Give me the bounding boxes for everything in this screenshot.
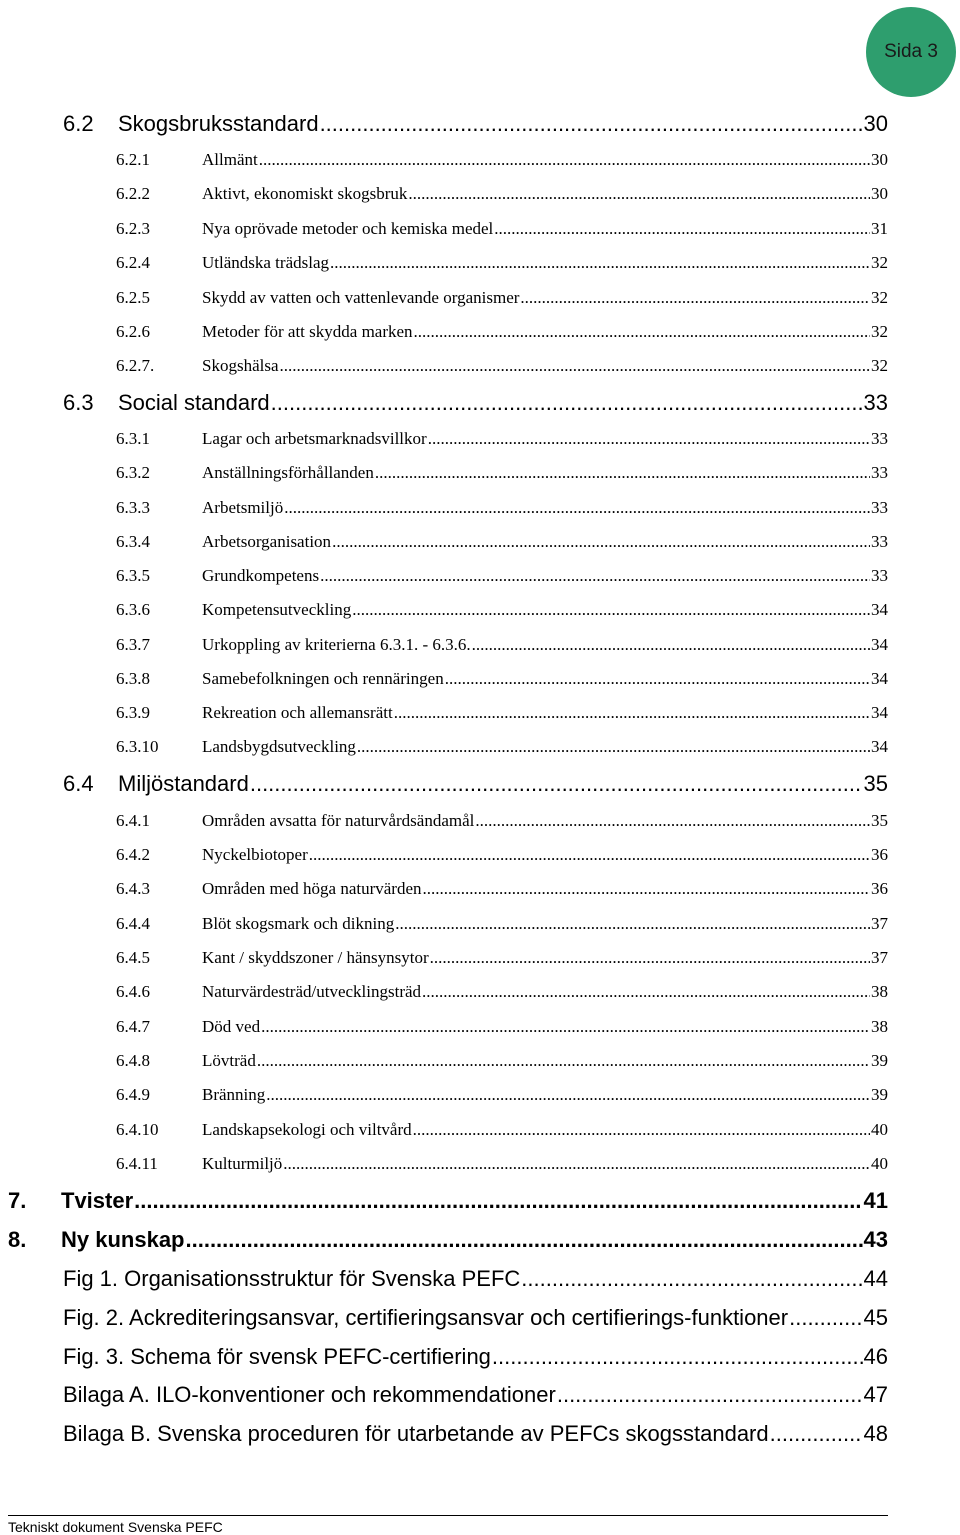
toc-title: Rekreation och allemansrätt: [202, 703, 393, 722]
toc-entry-6-2[interactable]: [63, 111, 888, 137]
toc-title: Metoder för att skydda marken: [202, 322, 413, 341]
toc-number: 6.4.9: [116, 1085, 150, 1104]
toc-title: Bilaga B. Svenska proceduren för utarbetande av PEFCs skogsstandard: [63, 1421, 769, 1446]
toc-title: Anställningsförhållanden: [202, 463, 374, 482]
toc-number: 6.3.2: [116, 463, 150, 482]
toc-number: 7.: [8, 1188, 27, 1213]
toc-page: 40: [871, 1120, 888, 1139]
toc-entry-8[interactable]: [8, 1227, 888, 1253]
toc-leader: [283, 1154, 870, 1174]
toc-entry-6-3-5[interactable]: [116, 566, 888, 586]
toc-leader: [271, 390, 863, 416]
toc-entry-6-3-8[interactable]: [116, 669, 888, 689]
toc-number: 6.4.5: [116, 948, 150, 967]
page-badge-label: Sida 3: [884, 41, 938, 62]
toc-title: Grundkompetens: [202, 566, 320, 585]
toc-title: Samebefolkningen och rennäringen: [202, 669, 444, 688]
toc-title: Ny kunskap: [61, 1227, 185, 1252]
toc-leader: [357, 737, 870, 757]
toc-leader: [423, 879, 871, 899]
toc-entry-fig-3[interactable]: [63, 1344, 888, 1370]
toc-leader: [472, 635, 870, 655]
toc-page: 33: [871, 566, 888, 585]
toc-entry-6-3-2[interactable]: [116, 463, 888, 483]
toc-leader: [261, 1017, 870, 1037]
toc-title: Fig. 2. Ackrediteringsansvar, certifieringsansvar och certifierings-funktioner: [63, 1305, 789, 1330]
toc-leader: [494, 219, 870, 239]
toc-title: Urkoppling av kriterierna 6.3.1. - 6.3.6.: [202, 635, 471, 654]
toc-page: 32: [871, 322, 888, 341]
toc-leader: [186, 1227, 863, 1253]
toc-leader: [259, 150, 870, 170]
toc-number: 6.3.10: [116, 737, 159, 756]
toc-page: 44: [863, 1266, 888, 1291]
toc-leader: [257, 1051, 870, 1071]
toc-number: 6.3.8: [116, 669, 150, 688]
toc-number: 6.4.3: [116, 879, 150, 898]
toc-page: 30: [871, 150, 888, 169]
toc-leader: [770, 1421, 863, 1447]
toc-leader: [250, 771, 863, 797]
toc-leader: [475, 811, 870, 831]
toc-page: 38: [871, 1017, 888, 1036]
toc-title: Utländska trädslag: [202, 253, 329, 272]
toc-number: 6.2.2: [116, 184, 150, 203]
toc-entry-6-4-10[interactable]: [116, 1120, 888, 1140]
toc-title: Bilaga A. ILO-konventioner och rekommendationer: [63, 1382, 556, 1407]
toc-number: 6.4.2: [116, 845, 150, 864]
toc-entry-6-3-1[interactable]: [116, 429, 888, 449]
toc-number: 6.2.6: [116, 322, 150, 341]
toc-number: 6.2: [63, 111, 94, 136]
toc-title: Fig 1. Organisationsstruktur för Svenska PEFC: [63, 1266, 521, 1291]
toc-number: 6.4.8: [116, 1051, 150, 1070]
toc-title: Bränning: [202, 1085, 266, 1104]
toc-page: 38: [871, 982, 888, 1001]
toc-leader: [408, 184, 870, 204]
toc-title: Nya oprövade metoder och kemiska medel: [202, 219, 494, 238]
toc-entry-6-3[interactable]: [63, 390, 888, 416]
toc-title: Skogsbruksstandard: [118, 111, 319, 136]
toc-entry-6-2-5[interactable]: [116, 288, 888, 308]
toc-leader: [395, 914, 870, 934]
toc-page: 46: [863, 1344, 888, 1369]
toc-page: 32: [871, 253, 888, 272]
toc-page: 34: [871, 635, 888, 654]
toc-entry-6-2-3[interactable]: [116, 219, 888, 239]
toc-number: 6.2.5: [116, 288, 150, 307]
toc-entry-6-3-10[interactable]: [116, 737, 888, 757]
toc-entry-6-4-2[interactable]: [116, 845, 888, 865]
toc-entry-6-2-6[interactable]: [116, 322, 888, 342]
toc-leader: [284, 498, 870, 518]
toc-leader: [445, 669, 870, 689]
toc-page: 36: [871, 845, 888, 864]
toc-page: 48: [863, 1421, 888, 1446]
toc-page: 37: [871, 914, 888, 933]
toc-entry-6-2-1[interactable]: [116, 150, 888, 170]
toc-leader: [430, 948, 870, 968]
toc-entry-fig-1[interactable]: [63, 1266, 888, 1292]
toc-leader: [428, 429, 870, 449]
toc-number: 6.3.5: [116, 566, 150, 585]
toc-page: 31: [871, 219, 888, 238]
toc-page: 47: [863, 1382, 888, 1407]
toc-title: Lövträd: [202, 1051, 256, 1070]
toc-leader: [134, 1188, 862, 1214]
toc-page: 36: [871, 879, 888, 898]
toc-leader: [413, 1120, 870, 1140]
toc-number: 6.2.1: [116, 150, 150, 169]
toc-page: 32: [871, 288, 888, 307]
toc-number: 6.4.7: [116, 1017, 150, 1036]
toc-number: 6.3.1: [116, 429, 150, 448]
toc-entry-bilaga-b[interactable]: [63, 1421, 888, 1447]
toc-title: Arbetsorganisation: [202, 532, 332, 551]
toc-title: Blöt skogsmark och dikning: [202, 914, 395, 933]
toc-page: 41: [863, 1188, 888, 1213]
toc-page: 30: [863, 111, 888, 136]
toc-page: 39: [871, 1051, 888, 1070]
toc-title: Kant / skyddszoner / hänsynsytor: [202, 948, 429, 967]
toc-page: 30: [871, 184, 888, 203]
toc-page: 33: [871, 498, 888, 517]
toc-leader: [557, 1382, 863, 1408]
page-badge: [866, 7, 956, 97]
toc-leader: [352, 600, 870, 620]
toc-title: Allmänt: [202, 150, 258, 169]
toc-number: 6.2.4: [116, 253, 150, 272]
toc-title: Miljöstandard: [118, 771, 249, 796]
toc-entry-6-4-11[interactable]: [116, 1154, 888, 1174]
toc-title: Nyckelbiotoper: [202, 845, 308, 864]
toc-page: 33: [863, 390, 888, 415]
toc-title: Landskapsekologi och viltvård: [202, 1120, 412, 1139]
toc-entry-6-4-9[interactable]: [116, 1085, 888, 1105]
toc-entry-6-3-7[interactable]: [116, 635, 888, 655]
toc-page: 33: [871, 463, 888, 482]
toc-number: 6.4: [63, 771, 94, 796]
toc-entry-7[interactable]: [8, 1188, 888, 1214]
toc-leader: [394, 703, 870, 723]
toc-entry-6-4-4[interactable]: [116, 914, 888, 934]
toc-leader: [320, 111, 863, 137]
toc-number: 6.3.4: [116, 532, 150, 551]
toc-leader: [422, 982, 870, 1002]
toc-number: 6.2.3: [116, 219, 150, 238]
toc-title: Landsbygdsutveckling: [202, 737, 356, 756]
toc-number: 6.3: [63, 390, 94, 415]
toc-title: Områden avsatta för naturvårdsändamål: [202, 811, 475, 830]
toc-number: 6.4.10: [116, 1120, 159, 1139]
toc-page: 35: [863, 771, 888, 796]
toc-title: Fig. 3. Schema för svensk PEFC-certifiering: [63, 1344, 491, 1369]
toc-number: 6.4.4: [116, 914, 150, 933]
toc-number: 8.: [8, 1227, 27, 1252]
toc-number: 6.3.7: [116, 635, 150, 654]
toc-leader: [414, 322, 870, 342]
toc-number: 6.3.6: [116, 600, 150, 619]
toc-entry-6-4-3[interactable]: [116, 879, 888, 899]
toc-entry-6-4[interactable]: [63, 771, 888, 797]
toc-page: 33: [871, 532, 888, 551]
toc-title: Social standard: [118, 390, 270, 415]
toc-page: 34: [871, 669, 888, 688]
toc-title: Områden med höga naturvärden: [202, 879, 422, 898]
toc-number: 6.3.3: [116, 498, 150, 517]
toc-title: Skogshälsa: [202, 356, 279, 375]
toc-page: 32: [871, 356, 888, 375]
footer-text: Tekniskt dokument Svenska PEFC: [8, 1519, 223, 1535]
toc-page: 33: [871, 429, 888, 448]
toc-leader: [520, 288, 870, 308]
toc-entry-6-3-4[interactable]: [116, 532, 888, 552]
toc-number: 6.4.1: [116, 811, 150, 830]
toc-leader: [492, 1344, 863, 1370]
toc-page: 34: [871, 737, 888, 756]
toc-entry-6-4-6[interactable]: [116, 982, 888, 1002]
toc-page: 34: [871, 703, 888, 722]
toc-title: Arbetsmiljö: [202, 498, 284, 517]
toc-title: Kulturmiljö: [202, 1154, 283, 1173]
toc-page: 39: [871, 1085, 888, 1104]
toc-title: Lagar och arbetsmarknadsvillkor: [202, 429, 427, 448]
toc-number: 6.3.9: [116, 703, 150, 722]
toc-title: Skydd av vatten och vattenlevande organismer: [202, 288, 520, 307]
toc-leader: [375, 463, 870, 483]
toc-entry-fig-2[interactable]: [63, 1305, 888, 1331]
toc-leader: [330, 253, 870, 273]
toc-leader: [266, 1085, 870, 1105]
toc-leader: [332, 532, 870, 552]
toc-leader: [521, 1266, 862, 1292]
toc-entry-6-3-9[interactable]: [116, 703, 888, 723]
toc-entry-6-2-2[interactable]: [116, 184, 888, 204]
toc-entry-6-4-5[interactable]: [116, 948, 888, 968]
toc-entry-bilaga-a[interactable]: [63, 1382, 888, 1408]
toc-title: Död ved: [202, 1017, 261, 1036]
toc-page: 45: [863, 1305, 888, 1330]
toc-page: 35: [871, 811, 888, 830]
toc-leader: [309, 845, 870, 865]
toc-entry-6-2-7[interactable]: [116, 356, 888, 376]
toc-page: 37: [871, 948, 888, 967]
toc-number: 6.4.11: [116, 1154, 158, 1173]
toc-title: Tvister: [61, 1188, 134, 1213]
toc-entry-6-2-4[interactable]: [116, 253, 888, 273]
toc-entry-6-3-6[interactable]: [116, 600, 888, 620]
toc-entry-6-4-1[interactable]: [116, 811, 888, 831]
toc-page: 43: [863, 1227, 888, 1252]
toc-title: Aktivt, ekonomiskt skogsbruk: [202, 184, 408, 203]
toc-entry-6-4-7[interactable]: [116, 1017, 888, 1037]
toc-title: Kompetensutveckling: [202, 600, 352, 619]
toc-entry-6-3-3[interactable]: [116, 498, 888, 518]
toc-title: Naturvärdesträd/utvecklingsträd: [202, 982, 422, 1001]
toc-leader: [789, 1305, 862, 1331]
toc-page: 34: [871, 600, 888, 619]
toc-leader: [320, 566, 870, 586]
toc-entry-6-4-8[interactable]: [116, 1051, 888, 1071]
toc-page: 40: [871, 1154, 888, 1173]
toc-number: 6.4.6: [116, 982, 150, 1001]
toc-leader: [280, 356, 871, 376]
toc-number: 6.2.7.: [116, 356, 155, 375]
footer-divider: [8, 1515, 888, 1516]
